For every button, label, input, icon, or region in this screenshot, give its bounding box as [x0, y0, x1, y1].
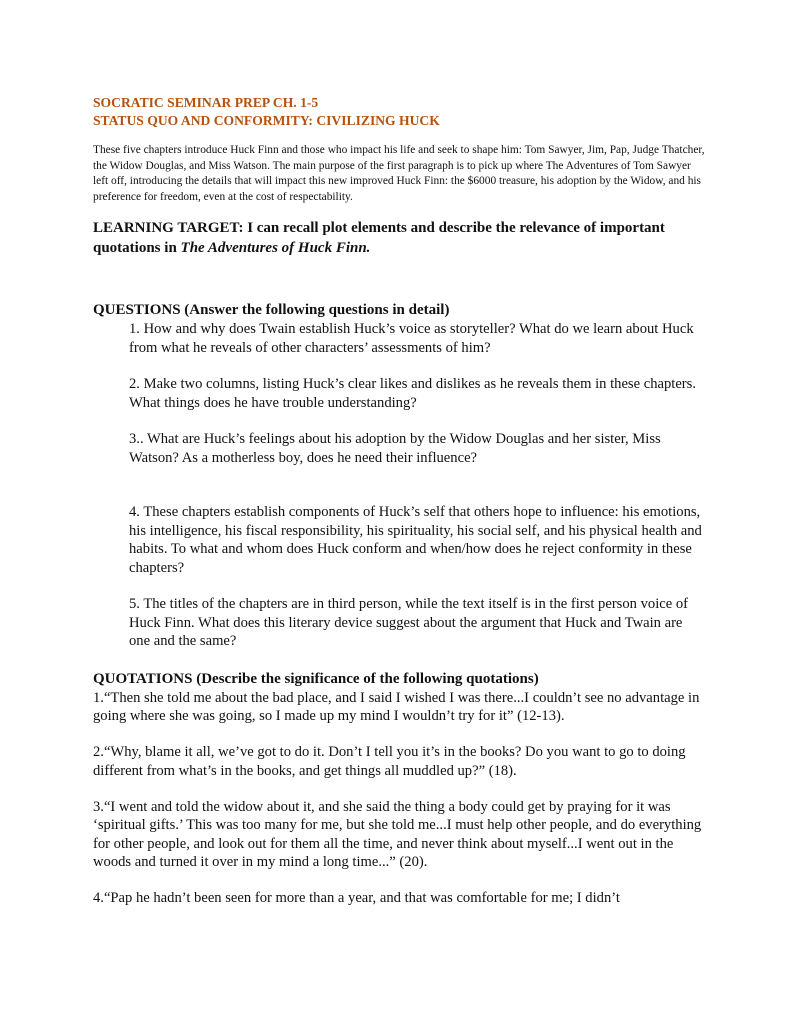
document-title: [93, 94, 705, 130]
learning-target-text: LEARNING TARGET: I can recall plot elements and describe the relevance of important quotations in: [93, 220, 665, 256]
document-page: [93, 94, 705, 908]
quotation-item: 4.“Pap he hadn’t been seen for more than a year, and that was comfortable for me; I didn’t: [93, 890, 620, 907]
question-item: 2. Make two columns, listing Huck’s clear likes and dislikes as he reveals them in these chapters. What things does he have trouble understanding?: [129, 376, 696, 411]
learning-target: [93, 219, 705, 258]
learning-target-book-title: The Adventures of Huck Finn.: [180, 239, 371, 256]
questions-heading: QUESTIONS (Answer the following questions in detail): [93, 302, 450, 319]
question-item: 1. How and why does Twain establish Huck’s voice as storyteller? What do we learn about Huck from what he reveals of other characters’ assessments of him?: [129, 321, 694, 356]
question-item: 5. The titles of the chapters are in third person, while the text itself is in the first person voice of Huck Finn. What does this literary device suggest about the argument that Huck and Twain are one and the same?: [129, 596, 689, 650]
title-line-1: SOCRATIC SEMINAR PREP CH. 1-5: [93, 95, 319, 110]
question-item: 4. These chapters establish components of Huck’s self that others hope to influence: his emotions, his intelligence, his fiscal responsibility, his spirituality, his social self, and his physical health and habits. To what and whom does Huck conform and when/how does he reject conformity in these chapters?: [129, 504, 702, 576]
quotations-list: [93, 689, 705, 908]
questions-list: [93, 320, 705, 651]
title-line-2: STATUS QUO AND CONFORMITY: CIVILIZING HUCK: [93, 113, 440, 128]
intro-paragraph: These five chapters introduce Huck Finn and those who impact his life and seek to shape him: Tom Sawyer, Jim, Pap, Judge Thatcher, the Widow Douglas, and Miss Watson. The main purpose of the first paragraph is to pick up where The Adventures of Tom Sawyer left off, introducing the details that will impact this new improved Huck Finn: the $6000 treasure, his adoption by the Widow, and his preference for freedom, even at the cost of respectability.: [93, 144, 705, 203]
quotation-item: 3.“I went and told the widow about it, and she said the thing a body could get by praying for it was ‘spiritual gifts.’ This was too many for me, but she told me...I must help other people, and do everything for other people, and look out for them all the time, and never think about myself...I went out in the woods and turned it over in my mind a long time...” (20).: [93, 799, 702, 870]
quotation-item: 1.“Then she told me about the bad place, and I said I wished I was there...I couldn’t see no advantage in going where she was going, so I made up my mind I wouldn’t try for it” (12-13).: [93, 689, 700, 725]
question-item: 3.. What are Huck’s feelings about his adoption by the Widow Douglas and her sister, Miss Watson? As a motherless boy, does he need their influence?: [129, 431, 661, 466]
quotations-heading: QUOTATIONS (Describe the significance of the following quotations): [93, 670, 539, 687]
quotation-item: 2.“Why, blame it all, we’ve got to do it. Don’t I tell you it’s in the books? Do you want to go to doing different from what’s in the books, and get things all muddled up?” (18).: [93, 744, 686, 779]
